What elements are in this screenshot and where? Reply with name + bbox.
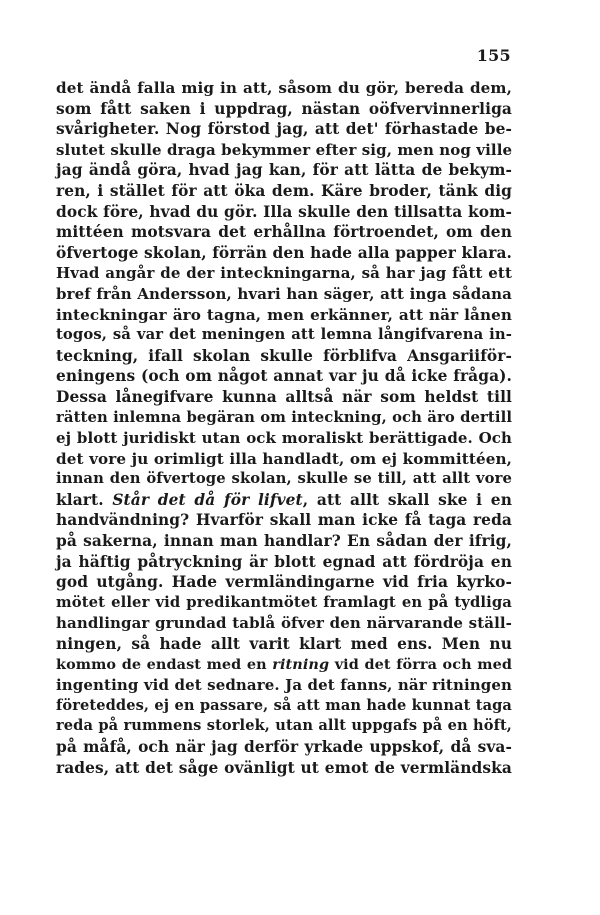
text-line [56, 305, 512, 326]
text-line [56, 613, 512, 634]
text-line [56, 634, 512, 655]
text-segment: dock före, hvad du gör. Illa skulle den tillsatta kom- [56, 202, 512, 221]
text-segment: inteckningar äro tagna, men erkänner, att när lånen [56, 305, 512, 324]
text-segment: teckning, ifall skolan skulle förblifva Ansgariiför- [56, 346, 512, 365]
text-segment: företeddes, ej en passare, så att man hade kunnat taga [56, 696, 512, 714]
text-line [56, 469, 512, 490]
text-line [56, 572, 512, 593]
text-line [56, 408, 512, 429]
text-segment: rades, att det såge ovänligt ut emot de vermländska [56, 758, 512, 777]
text-segment: på måfå, och när jag derför yrkade uppskof, då sva- [56, 738, 512, 756]
text-segment: innan den öfvertoge skolan, skulle se till, att allt vore [56, 470, 512, 488]
text-segment: ningen, så hade allt varit klart med ens. Men nu [56, 635, 512, 654]
text-segment: bref från Andersson, hvari han säger, att inga sådana [56, 284, 512, 303]
text-line [56, 428, 512, 449]
text-segment: , att allt skall ske i en [302, 490, 512, 509]
text-line [56, 263, 512, 284]
text-segment: handlingar grundad tablå öfver den närvarande ställ- [56, 614, 512, 633]
text-segment: på sakerna, innan man handlar? En sådan der ifrig, [56, 532, 512, 551]
text-line [56, 552, 512, 573]
text-segment: jag ändå göra, hvad jag kan, för att lätta de bekym- [56, 161, 512, 180]
text-segment: mötet eller vid predikantmötet framlagt en på tydliga [56, 593, 512, 611]
body-text [56, 78, 512, 778]
text-line [56, 119, 512, 140]
text-segment: klart. [56, 490, 113, 509]
page-number: 155 [476, 46, 511, 65]
text-segment: kommo de endast med en [56, 655, 273, 673]
text-line [56, 325, 512, 346]
text-line [56, 222, 512, 243]
text-line [56, 243, 512, 264]
text-segment: som fått saken i uppdrag, nästan oöfvervinnerliga [56, 99, 512, 118]
text-segment: öfvertoge skolan, förrän den hade alla papper klara. [56, 243, 512, 262]
text-line [56, 387, 512, 408]
text-segment: rätten inlemna begäran om inteckning, och äro dertill [56, 408, 513, 426]
text-line [56, 758, 512, 779]
text-segment: vid det förra och med [329, 655, 512, 673]
text-line [56, 593, 512, 614]
text-segment: god utgång. Hade vermländingarne vid fria kyrko- [56, 573, 512, 592]
text-line [56, 284, 512, 305]
text-segment: mittéen motsvara det erhållna förtroendet, om den [56, 223, 512, 242]
text-line [56, 655, 512, 676]
text-line [56, 490, 512, 511]
text-line [56, 366, 512, 387]
text-line [56, 160, 512, 181]
text-line [56, 449, 512, 470]
text-segment: Dessa lånegifvare kunna alltså när som heldst till [56, 387, 512, 406]
text-line [56, 78, 512, 99]
text-segment: slutet skulle draga bekymmer efter sig, men nog ville [56, 140, 513, 159]
text-segment: svårigheter. Nog förstod jag, att det' förhastade be- [56, 120, 512, 139]
text-line [56, 202, 512, 223]
text-segment: ej blott juridiskt utan ock moraliskt berättigade. Och [56, 429, 512, 448]
text-segment: handvändning? Hvarför skall man icke få taga reda [56, 511, 512, 530]
text-segment: ingenting vid det sednare. Ja det fanns, när ritningen [56, 676, 512, 695]
text-line [56, 531, 512, 552]
text-segment: det ändå falla mig in att, såsom du gör, bereda dem, [56, 79, 512, 97]
text-line [56, 346, 512, 367]
italic-phrase: ritning [272, 655, 330, 673]
text-line [56, 716, 512, 737]
text-segment: eningens (och om något annat var ju då icke fråga). [56, 367, 512, 386]
text-segment: reda på rummens storlek, utan allt uppgafs på en höft, [56, 717, 512, 735]
italic-phrase: Står det då för lifvet [112, 490, 303, 509]
text-segment: det vore ju orimligt illa handladt, om ej kommittéen, [56, 449, 512, 468]
text-line [56, 696, 512, 717]
text-line [56, 181, 512, 202]
text-segment: Hvad angår de der inteckningarna, så har jag fått ett [56, 264, 512, 283]
text-line [56, 737, 512, 758]
text-segment: togos, så var det meningen att lemna långifvarena in- [56, 326, 512, 344]
text-line [56, 510, 512, 531]
text-line [56, 140, 512, 161]
text-line [56, 99, 512, 120]
text-line [56, 675, 512, 696]
text-segment: ren, i stället för att öka dem. Käre broder, tänk dig [56, 181, 512, 200]
text-segment: ja häftig påtryckning är blott egnad att fördröja en [56, 552, 512, 571]
